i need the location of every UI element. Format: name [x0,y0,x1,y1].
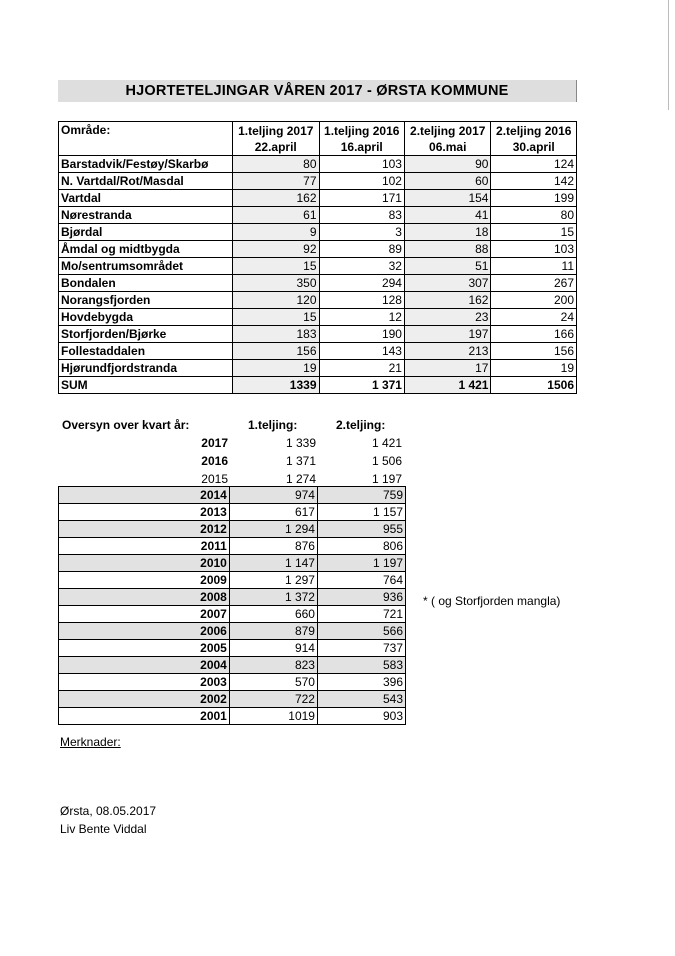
count-cell: 156 [491,343,577,360]
overview-col-1-header: 1.teljing: [248,418,298,432]
overview-value-2: 1 506 [371,454,402,468]
table-row [59,360,577,377]
count-table [58,121,577,394]
table-row [59,224,577,241]
sum-col-4: 1506 [491,377,577,394]
history-value: 543 [317,691,405,708]
area-name: Bondalen [59,275,233,292]
count-cell: 142 [491,173,577,190]
overview-year: 2016 [201,454,228,468]
signer-name: Liv Bente Viddal [60,822,147,836]
history-year: 2006 [59,623,230,640]
history-value: 1 157 [317,504,405,521]
area-name: Barstadvik/Festøy/Skarbø [59,156,233,173]
area-name: Åmdal og midtbygda [59,241,233,258]
page-title: HJORTETELJINGAR VÅREN 2017 - ØRSTA KOMMUNE [58,80,577,102]
history-value: 737 [317,640,405,657]
history-year: 2003 [59,674,230,691]
table-row [59,190,577,207]
history-value: 660 [229,606,317,623]
history-row [59,538,406,555]
footnote: * ( og Storfjorden mangla) [423,594,561,608]
history-value: 1 197 [317,555,405,572]
history-year: 2005 [59,640,230,657]
history-value: 823 [229,657,317,674]
count-cell: 9 [233,224,320,241]
history-row [59,504,406,521]
history-value: 876 [229,538,317,555]
history-value: 566 [317,623,405,640]
history-row [59,640,406,657]
count-cell: 41 [404,207,491,224]
overview-year: 2017 [201,436,228,450]
count-cell: 200 [491,292,577,309]
history-year: 2013 [59,504,230,521]
history-value: 974 [229,487,317,504]
history-year: 2004 [59,657,230,674]
sum-col-1: 1339 [233,377,320,394]
history-row [59,691,406,708]
count-cell: 83 [319,207,404,224]
count-cell: 24 [491,309,577,326]
count-cell: 128 [319,292,404,309]
count-cell: 18 [404,224,491,241]
history-row [59,674,406,691]
table-row [59,156,577,173]
history-value: 955 [317,521,405,538]
table-row [59,275,577,292]
table-row [59,326,577,343]
place-date: Ørsta, 08.05.2017 [60,804,157,818]
sum-col-3: 1 421 [404,377,491,394]
area-name: Storfjorden/Bjørke [59,326,233,343]
count-cell: 124 [491,156,577,173]
count-cell: 162 [404,292,491,309]
history-year: 2009 [59,572,230,589]
count-cell: 102 [319,173,404,190]
count-cell: 88 [404,241,491,258]
count-cell: 89 [319,241,404,258]
history-value: 722 [229,691,317,708]
count-cell: 19 [233,360,320,377]
area-name: Nørestranda [59,207,233,224]
count-cell: 19 [491,360,577,377]
header-col-1 [233,122,320,156]
history-value: 1019 [229,708,317,725]
count-cell: 11 [491,258,577,275]
header-col-1-line1: 1.teljing 2017 [238,123,314,138]
count-cell: 183 [233,326,320,343]
count-cell: 143 [319,343,404,360]
count-cell: 103 [491,241,577,258]
overview-value-1: 1 339 [285,436,316,450]
count-cell: 80 [491,207,577,224]
header-col-1-line2: 22.april [254,139,297,154]
count-cell: 190 [319,326,404,343]
history-year: 2014 [59,487,230,504]
history-row [59,487,406,504]
history-value: 396 [317,674,405,691]
count-cell: 92 [233,241,320,258]
overview-year: 2015 [201,472,228,486]
remarks-label: Merknader: [60,735,121,749]
header-col-2 [319,122,404,156]
history-value: 759 [317,487,405,504]
overview-col-2-header: 2.teljing: [336,418,386,432]
history-value: 1 147 [229,555,317,572]
history-value: 806 [317,538,405,555]
history-row [59,657,406,674]
header-col-4-line2: 30.april [512,139,555,154]
count-cell: 60 [404,173,491,190]
history-year: 2002 [59,691,230,708]
overview-value-2: 1 197 [371,472,402,486]
history-row [59,623,406,640]
count-cell: 15 [233,309,320,326]
table-row [59,173,577,190]
history-year: 2010 [59,555,230,572]
history-year: 2007 [59,606,230,623]
count-cell: 21 [319,360,404,377]
table-row [59,343,577,360]
history-value: 879 [229,623,317,640]
area-name: Bjørdal [59,224,233,241]
count-cell: 15 [491,224,577,241]
count-cell: 197 [404,326,491,343]
count-cell: 350 [233,275,320,292]
page-edge-line [668,0,669,110]
history-table-body [59,487,406,725]
header-col-2-line1: 1.teljing 2016 [324,123,400,138]
history-year: 2001 [59,708,230,725]
count-table-body [59,156,577,377]
header-col-3-line1: 2.teljing 2017 [410,123,486,138]
header-area [59,122,233,156]
count-cell: 77 [233,173,320,190]
header-area-label: Område: [61,123,111,137]
history-value: 936 [317,589,405,606]
count-cell: 156 [233,343,320,360]
count-cell: 90 [404,156,491,173]
header-col-4 [491,122,577,156]
table-row [59,241,577,258]
header-col-3-line2: 06.mai [429,139,467,154]
overview-value-1: 1 371 [285,454,316,468]
overview-label: Oversyn over kvart år: [62,418,190,432]
count-cell: 213 [404,343,491,360]
history-row [59,572,406,589]
history-value: 570 [229,674,317,691]
sum-col-2: 1 371 [319,377,404,394]
history-table [58,486,406,725]
count-cell: 32 [319,258,404,275]
history-value: 1 372 [229,589,317,606]
history-row [59,521,406,538]
history-value: 721 [317,606,405,623]
area-name: Hovdebygda [59,309,233,326]
history-row [59,708,406,725]
area-name: Vartdal [59,190,233,207]
history-value: 903 [317,708,405,725]
sum-label: SUM [59,377,233,394]
count-cell: 51 [404,258,491,275]
count-cell: 171 [319,190,404,207]
count-cell: 61 [233,207,320,224]
area-name: Mo/sentrumsområdet [59,258,233,275]
count-cell: 162 [233,190,320,207]
sum-row [59,377,577,394]
count-cell: 166 [491,326,577,343]
overview-value-2: 1 421 [371,436,402,450]
table-row [59,292,577,309]
count-cell: 23 [404,309,491,326]
table-row [59,309,577,326]
header-col-3 [404,122,491,156]
area-name: N. Vartdal/Rot/Masdal [59,173,233,190]
table-header-row [59,122,577,156]
count-cell: 154 [404,190,491,207]
history-value: 914 [229,640,317,657]
history-row [59,555,406,572]
history-value: 583 [317,657,405,674]
count-cell: 12 [319,309,404,326]
count-cell: 103 [319,156,404,173]
overview-value-1: 1 274 [285,472,316,486]
history-year: 2012 [59,521,230,538]
history-value: 764 [317,572,405,589]
table-row [59,207,577,224]
history-value: 1 297 [229,572,317,589]
header-col-4-line1: 2.teljing 2016 [496,123,572,138]
count-cell: 294 [319,275,404,292]
area-name: Norangsfjorden [59,292,233,309]
count-cell: 15 [233,258,320,275]
count-cell: 267 [491,275,577,292]
table-row [59,258,577,275]
history-year: 2011 [59,538,230,555]
count-cell: 120 [233,292,320,309]
area-name: Hjørundfjordstranda [59,360,233,377]
history-value: 617 [229,504,317,521]
count-cell: 17 [404,360,491,377]
count-cell: 307 [404,275,491,292]
count-cell: 80 [233,156,320,173]
history-year: 2008 [59,589,230,606]
history-value: 1 294 [229,521,317,538]
count-cell: 199 [491,190,577,207]
history-row [59,589,406,606]
header-col-2-line2: 16.april [340,139,383,154]
history-row [59,606,406,623]
count-cell: 3 [319,224,404,241]
area-name: Follestaddalen [59,343,233,360]
